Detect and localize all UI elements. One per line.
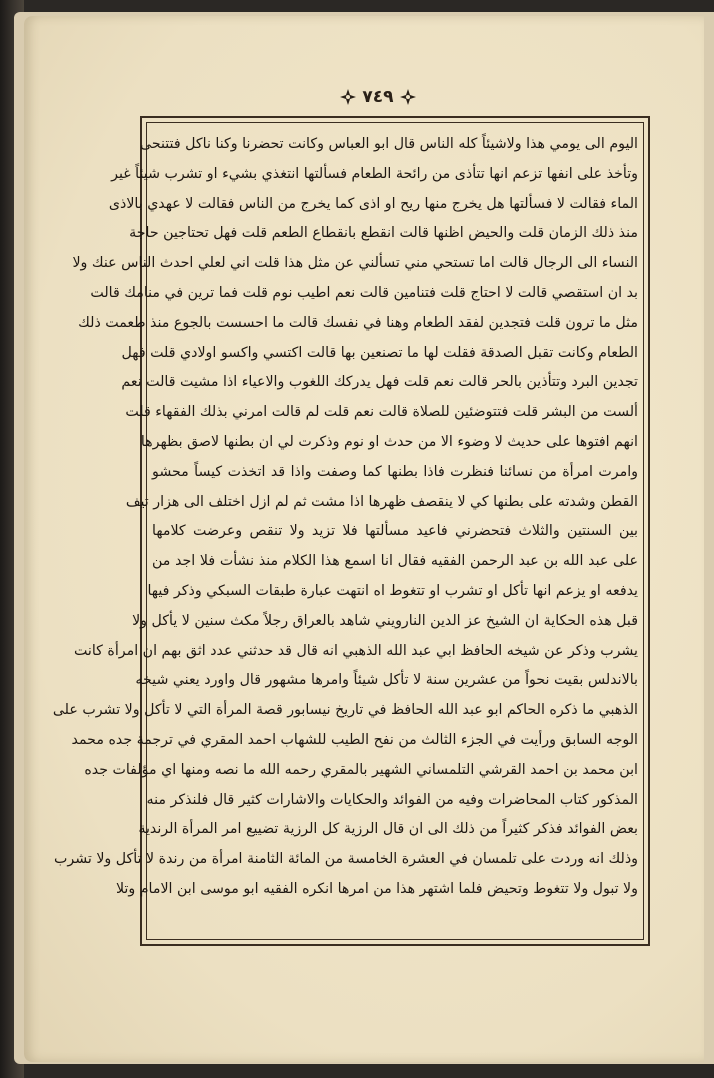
text-line: ولا تبول ولا تتغوط وتحيض فلما اشتهر هذا من امرها انكره الفقيه ابو موسى ابن الامام وتلا bbox=[115, 880, 638, 897]
text-line: بعض الفوائد فذكر كثيراً من ذلك الى ان قال الرزية كل الرزية تضييع امر المرأة الرندية bbox=[138, 821, 638, 838]
page-number: ٧٤٩ bbox=[362, 87, 394, 107]
text-line: بالاندلس بقيت نحواً من عشرين سنة لا تأكل شيئاً وامرها مشهور قال واورد يعني شيخه bbox=[135, 672, 638, 689]
text-line: بين السنتين والثلاث فتحضرني فاعيد مسألتها فلا تزيد ولا تنقص وعرضت كلامها bbox=[152, 523, 638, 540]
text-line: انهم افتوها على حديث لا وضوء الا من حدث او نوم وذكرت لي ان بطنها لاصق بظهرها bbox=[140, 433, 638, 450]
text-line: يدفعه او يزعم انها تأكل او تشرب او تتغوط اه انتهت عبارة طبقات السبكي وذكر فيها bbox=[147, 582, 638, 599]
text-line: وامرت امرأة من نسائنا فنظرت فاذا بطنها كما وصفت واذا قد اتخذت كيساً محشو bbox=[152, 463, 638, 480]
text-line: الماء فقالت لا فسألتها هل يخرج منها ريح او اذى كما يخرج من الناس فقالت لا عهدي بالاذى bbox=[108, 195, 638, 212]
text-line: اليوم الى يومي هذا ولاشيئاً كله الناس قال ابو العباس وكانت تحضرنا وكنا ناكل فتتنحى bbox=[140, 136, 638, 152]
right-ornament-icon bbox=[398, 87, 418, 107]
text-line: الذهبي ما ذكره الحاكم ابو عبد الله الحافظ في تاريخ نيسابور قصة المرأة التي لا تأكل ولا تشرب على bbox=[52, 702, 638, 719]
text-line: ابن محمد بن احمد القرشي التلمساني الشهير بالمقري رحمه الله ما نصه ومنها اي مؤلفات جده bbox=[84, 761, 638, 778]
text-line: وتأخذ على انفها تزعم انها تتأذى من رائحة الطعام فسألتها انتغذي بشيء او تشرب شيئاً غير bbox=[111, 165, 638, 182]
text-line: الوجه السابق ورأيت في الجزء الثالث من نفح الطيب للشهاب احمد المقري في ترجمة جده محمد bbox=[71, 731, 638, 748]
text-line: القطن وشدته على بطنها كي لا ينقصف ظهرها اذا مشت ثم لم ازل اختلف الى هزار تيف bbox=[125, 493, 638, 510]
text-line: المذكور كتاب المحاضرات وفيه من الفوائد والحكايات والاشارات كثير قال فلنذكر منه bbox=[146, 791, 638, 808]
left-ornament-icon bbox=[338, 87, 358, 107]
text-line: النساء الى الرجال قالت اما تستحي مني تسألني عن مثل هذا قلت اني لعلي احدث الناس عنك ولا bbox=[72, 255, 638, 272]
text-line: ألست من البشر قلت فتتوضئين للصلاة قالت نعم قلت لم قالت امرني بذلك الفقهاء قلت bbox=[125, 404, 638, 421]
text-line: تجدين البرد وتتأذين بالحر قالت نعم قلت فهل يدركك اللغوب والاعياء اذا مشيت قالت نعم bbox=[121, 374, 638, 391]
page-header bbox=[318, 82, 438, 112]
text-line: وذلك انه وردت على تلمسان في العشرة الخامسة من المائة الثامنة امرأة من رندة لا تأكل ولا تشرب bbox=[54, 851, 638, 868]
text-line: الطعام وكانت تقبل الصدقة فقلت لها ما تصنعين بها قالت اكتسي واكسو اولادي قلت فهل bbox=[121, 344, 638, 361]
text-line: منذ ذلك الزمان قلت والحيض اظنها قالت انقطع بانقطاع الطعم قلت فهل تحتاجين حاجة bbox=[129, 225, 638, 242]
text-line: قبل هذه الحكاية ان الشيخ عز الدين النارويني شاهد بالعراق رجلاً مكث سنين لا يأكل ولا bbox=[132, 612, 638, 629]
text-line: بد ان استقصي قالت لا احتاج قلت فتنامين قالت نعم اطيب نوم قلت فما ترين في منامك قالت bbox=[90, 284, 638, 301]
text-line: يشرب وذكر عن شيخه الحافظ ابي عبد الله الذهبي انه قال قد حدثني عدد اثق بهم ان امرأة كانت bbox=[73, 642, 638, 659]
text-line: على عبد الله بن عبد الرحمن الفقيه فقال انا اسمع هذا الكلام منذ نشأت فلا اجد من bbox=[152, 553, 638, 570]
text-line: مثل ما ترون قلت فتجدين لفقد الطعام وهنا في نفسك قالت ما احسست بالجوع منذ طعمت ذلك bbox=[78, 314, 638, 331]
text-block bbox=[52, 130, 638, 938]
